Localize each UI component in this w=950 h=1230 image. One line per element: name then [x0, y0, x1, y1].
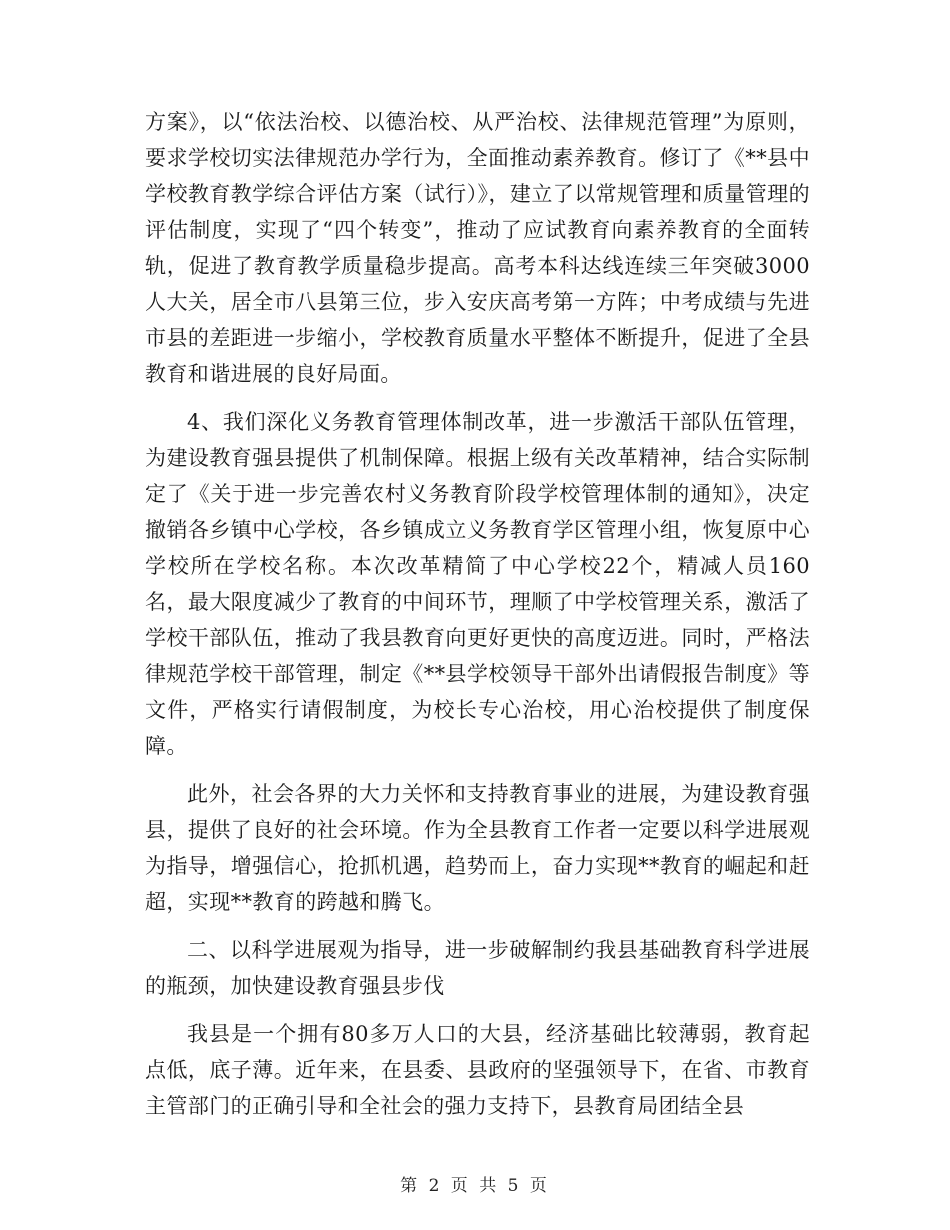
section-heading-two: 二、以科学进展观为指导，进一步破解制约我县基础教育科学进展的瓶颈，加快建设教育强县步伐 — [145, 938, 810, 998]
paragraph-continuation: 方案》，以“依法治校、以德治校、从严治校、法律规范管理”为原则，要求学校切实法律规范办学行为，全面推动素养教育。修订了《**县中学校教育教学综合评估方案（试行）》，建立了以常规管理和质量管理的评估制度，实现了“四个转变”，推动了应试教育向素养教育的全面转轨，促进了教育教学质量稳步提高。高考本科达线连续三年突破3000人大关，居全市八县第三位，步入安庆高考第一方阵；中考成绩与先进市县的差距进一步缩小，学校教育质量水平整体不断提升，促进了全县教育和谐进展的良好局面。 — [145, 110, 810, 386]
paragraph-item-4: 4、我们深化义务教育管理体制改革，进一步激活干部队伍管理，为建设教育强县提供了机制保障。根据上级有关改革精神，结合实际制定了《关于进一步完善农村义务教育阶段学校管理体制的通知》，决定撤销各乡镇中心学校，各乡镇成立义务教育学区管理小组，恢复原中心学校所在学校名称。本次改革精简了中心学校22个，精减人员160名，最大限度减少了教育的中间环节，理顺了中学校管理关系，激活了学校干部队伍，推动了我县教育向更好更快的高度迈进。同时，严格法律规范学校干部管理，制定《**县学校领导干部外出请假报告制度》等文件，严格实行请假制度，为校长专心治校，用心治校提供了制度保障。 — [145, 410, 810, 758]
page-number-footer: 第 2 页 共 5 页 — [400, 1176, 550, 1196]
paragraph-social-support: 此外，社会各界的大力关怀和支持教育事业的进展，为建设教育强县，提供了良好的社会环境。作为全县教育工作者一定要以科学进展观为指导，增强信心，抢抓机遇，趋势而上，奋力实现**教育的崛起和赶超，实现**教育的跨越和腾飞。 — [145, 782, 810, 914]
paragraph-county-overview: 我县是一个拥有80多万人口的大县，经济基础比较薄弱，教育起点低，底子薄。近年来，在县委、县政府的坚强领导下，在省、市教育主管部门的正确引导和全社会的强力支持下，县教育局团结全县 — [145, 1022, 810, 1118]
document-body — [145, 104, 810, 1136]
